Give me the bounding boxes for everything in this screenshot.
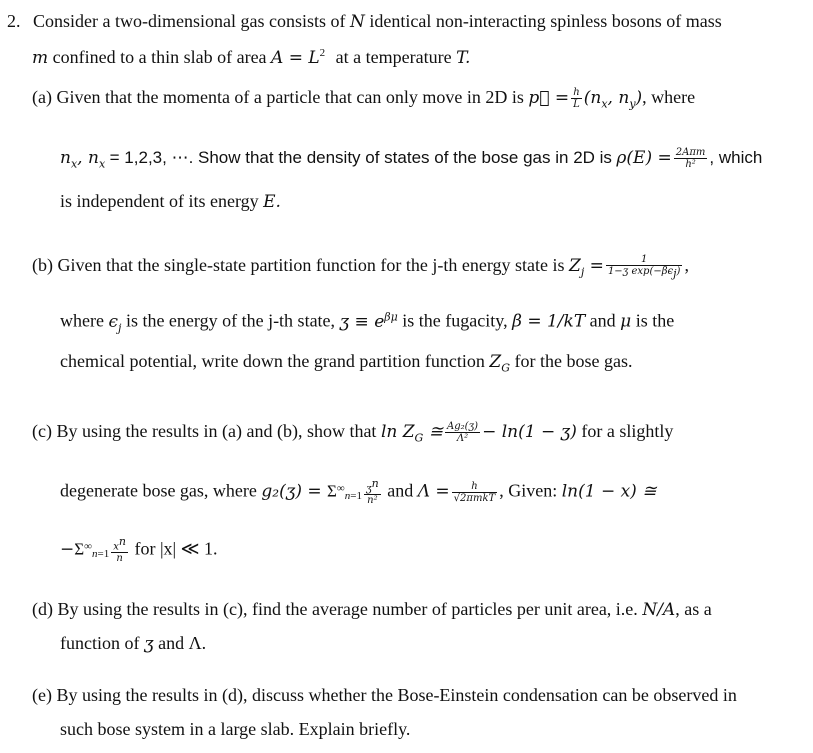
part-b-line-1: (b) Given that the single-state partition function for the j-th energy state is $Z_j$ = $\frac{1}{1-ʒ \exp(-\beta\epsilon_j)}$ ,	[32, 254, 689, 281]
problem-line-1: 2. Consider a two-dimensional gas consists of N identical non-interacting spinless bosons of mass	[7, 11, 722, 32]
part-a-line-2: $n_x$, $n_x = 1,2,3$, ⋯. Show that the density of states of the bose gas in 2D is ρ(E) = $\frac{\text{2Aπm}}{\text{h²}}$ , which	[60, 147, 763, 171]
part-c-line-2: degenerate bose gas, where g₂(ʒ) = $\Sigma^\infty_{n=1}$ $\frac{ʒ^n}{\text{n²}}$ and Λ = $\frac{h}{\text{√2πmkT}}$ , Given: ln(1 − x) ≅	[60, 477, 657, 507]
part-c-label: (c)	[32, 421, 52, 441]
part-a-line-3: is independent of its energy E.	[60, 191, 281, 212]
part-b-line-3: chemical potential, write down the grand partition function $Z_G$ for the bose gas.	[60, 351, 633, 375]
part-d-line-2: function of ʒ and Λ.	[60, 633, 207, 654]
part-e-line-2: such bose system in a large slab. Explain briefly.	[60, 719, 411, 739]
part-e-label: (e)	[32, 685, 52, 705]
part-c-line-1: (c) By using the results in (a) and (b), show that $\ln Z_G$ ≅ $\frac{\text{Ag₂(ʒ)}}{\text{Λ²}}$ − ln(1 − ʒ) for a slightly	[32, 421, 674, 445]
problem-line-2: m confined to a thin slab of area $A = L^2$ at a temperature T.	[32, 47, 471, 68]
part-b-line-2: where $\epsilon_j$ is the energy of the j-th state, ʒ ≡ $e^{\beta\mu}$ is the fugacity, β = 1/kT and μ is the	[60, 310, 675, 335]
part-d-label: (d)	[32, 599, 53, 619]
problem-number: 2.	[7, 11, 21, 31]
part-a-label: (a)	[32, 87, 52, 107]
part-c-line-3: $-\Sigma^\infty_{n=1}$ $\frac{x^n}{n}$ for |x| ≪ 1.	[60, 535, 218, 565]
part-a-line-1: (a) Given that the momenta of a particle that can only move in 2D is p⃗ = $\frac{h}{L}$ ($n_x$, $n_y$), where	[32, 87, 696, 111]
part-d-line-1: (d) By using the results in (c), find the average number of particles per unit area, i.e. N/A, as a	[32, 599, 712, 620]
part-b-label: (b)	[32, 255, 53, 275]
part-e-line-1: (e) By using the results in (d), discuss whether the Bose-Einstein condensation can be observed in	[32, 685, 737, 705]
